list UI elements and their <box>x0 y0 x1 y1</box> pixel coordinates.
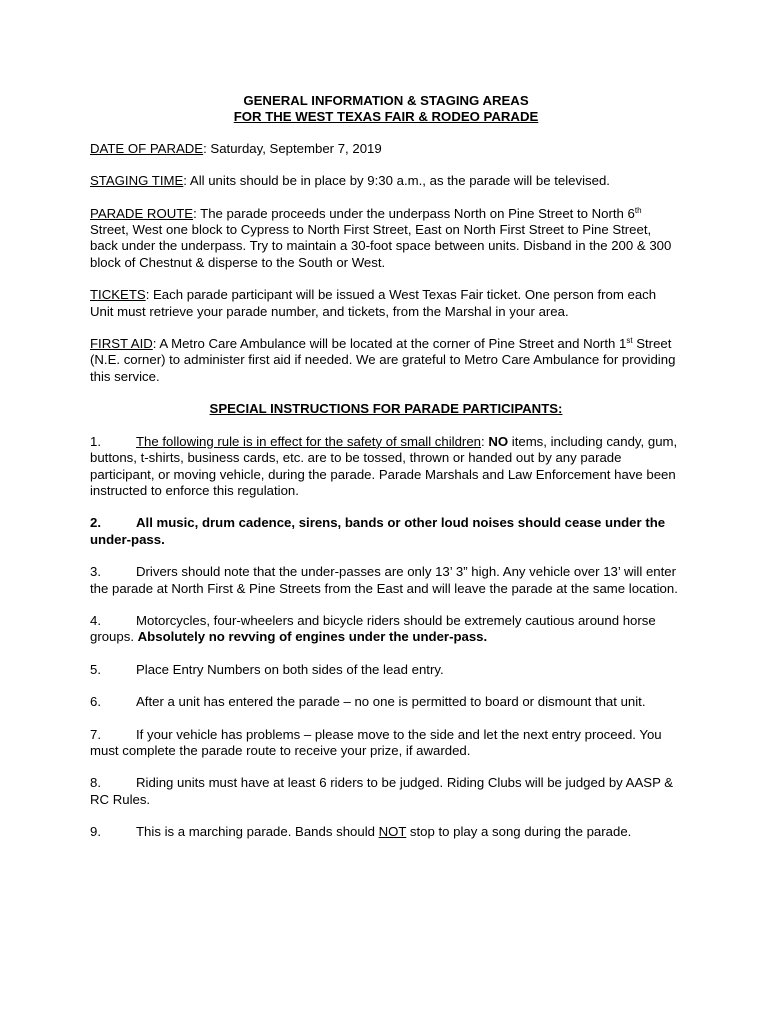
first-aid-text-b: Street (N.E. corner) to administer first aid if needed. We are grateful to Metro Care Ambulance for providing this service. <box>90 336 676 384</box>
date-text: : Saturday, September 7, 2019 <box>203 140 382 156</box>
route-label: PARADE ROUTE <box>90 205 194 221</box>
item-4-bold: Absolutely no revving of engines under the under-pass. <box>137 629 488 645</box>
title-line-1: GENERAL INFORMATION & STAGING AREAS <box>243 93 529 108</box>
item-3-text: Drivers should note that the under-passes are only 13’ 3” high. Any vehicle over 13’ will enter the parade at North First & Pine Streets from the East and will leave the parade at the same location. <box>90 564 678 596</box>
first-aid-label: FIRST AID <box>90 336 153 352</box>
item-4-text: Motorcycles, four-wheelers and bicycle riders should be extremely cautious around horse groups. <box>90 612 656 645</box>
item-1-underlined: The following rule is in effect for the safety of small children <box>136 433 481 449</box>
item-1-rest: items, including candy, gum, buttons, t-shirts, business cards, etc. are to be tossed, thrown or handed out by any parade participant, or moving vehicle, during the parade. Parade Marshals and Law Enforcement have been instructed to enforce this regulation. <box>90 433 678 498</box>
tickets <box>90 287 682 320</box>
item-8-text: Riding units must have at least 6 riders to be judged. Riding Clubs will be judged by AASP & RC Rules. <box>90 775 674 807</box>
item-1-colon: : <box>481 433 489 449</box>
instruction-item-6 <box>90 694 682 710</box>
item-9-text-a: This is a marching parade. Bands should <box>136 824 379 840</box>
item-number: 8. <box>90 775 101 791</box>
tickets-text: : Each parade participant will be issued a West Texas Fair ticket. One person from each Unit must retrieve your parade number, and tickets, from the Marshal in your area. <box>90 287 657 319</box>
instruction-item-2 <box>90 515 682 548</box>
item-number: 6. <box>90 694 101 710</box>
item-number: 1. <box>90 433 101 449</box>
item-9-text-b: stop to play a song during the parade. <box>406 824 632 840</box>
item-5-text: Place Entry Numbers on both sides of the lead entry. <box>136 661 444 677</box>
item-number: 4. <box>90 612 101 628</box>
instruction-item-9 <box>90 824 682 840</box>
route-superscript: th <box>634 205 642 215</box>
staging-text: : All units should be in place by 9:30 a.m., as the parade will be televised. <box>183 173 610 189</box>
item-2-text: All music, drum cadence, sirens, bands or other loud noises should cease under the under-pass. <box>90 515 666 547</box>
route-text-a: : The parade proceeds under the underpass North on Pine Street to North 6 <box>193 205 635 221</box>
staging-label: STAGING TIME <box>90 173 184 189</box>
route-text-b: Street, West one block to Cypress to North First Street, East on North First Street to Pine Street, back under the underpass. Try to maintain a 30-foot space between units. Disband in the 200 & 300 block of Chestnut & disperse to the South or West. <box>90 222 672 270</box>
instruction-item-8 <box>90 775 682 808</box>
tickets-label: TICKETS <box>90 287 146 303</box>
title-line-2: FOR THE WEST TEXAS FAIR & RODEO PARADE <box>233 109 539 125</box>
instruction-item-4 <box>90 613 682 646</box>
staging-time <box>90 173 682 189</box>
date-of-parade <box>90 141 682 157</box>
first-aid <box>90 336 682 385</box>
document-title <box>90 93 682 126</box>
item-6-text: After a unit has entered the parade – no one is permitted to board or dismount that unit. <box>136 694 646 710</box>
instruction-item-7 <box>90 727 682 760</box>
item-number: 9. <box>90 824 101 840</box>
item-number: 3. <box>90 564 101 580</box>
special-instructions-heading: SPECIAL INSTRUCTIONS FOR PARADE PARTICIPANTS: <box>209 401 563 417</box>
item-number: 2. <box>90 515 101 531</box>
document-body <box>90 93 682 857</box>
instruction-item-5 <box>90 662 682 678</box>
item-number: 7. <box>90 726 101 742</box>
first-aid-text-a: : A Metro Care Ambulance will be located at the corner of Pine Street and North 1 <box>152 336 627 352</box>
instruction-item-1 <box>90 434 682 500</box>
item-1-bold: NO <box>488 433 509 449</box>
parade-route <box>90 206 682 272</box>
item-7-text: If your vehicle has problems – please move to the side and let the next entry proceed. You must complete the parade route to receive your prize, if awarded. <box>90 726 662 758</box>
instruction-item-3 <box>90 564 682 597</box>
item-9-underlined: NOT <box>378 824 407 840</box>
first-aid-superscript: st <box>626 336 633 346</box>
item-number: 5. <box>90 661 101 677</box>
date-label: DATE OF PARADE <box>90 140 204 156</box>
